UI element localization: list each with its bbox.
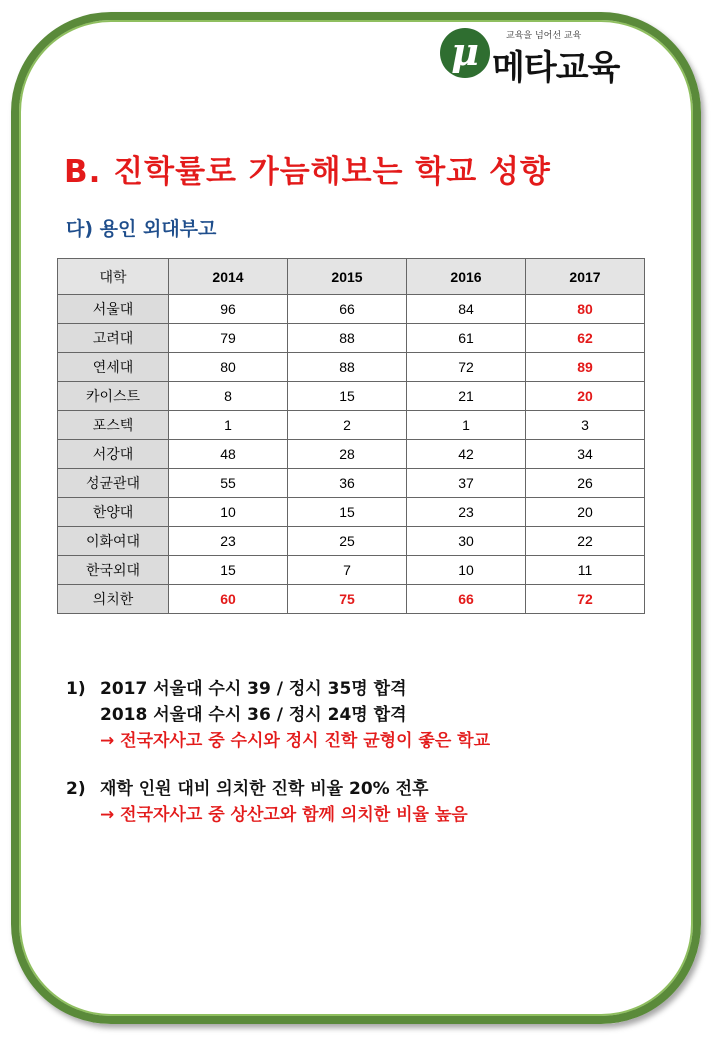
count-cell: 25	[288, 527, 407, 556]
logo-mark-icon: μ	[440, 28, 490, 78]
university-name-cell: 한양대	[58, 498, 169, 527]
table-row	[58, 295, 645, 324]
count-cell: 88	[288, 353, 407, 382]
university-name-cell: 이화여대	[58, 527, 169, 556]
page-title: B. 진학률로 가늠해보는 학교 성향	[64, 154, 551, 190]
university-name-cell: 한국외대	[58, 556, 169, 585]
university-name-cell: 연세대	[58, 353, 169, 382]
note-conclusion: → 전국자사고 중 수시와 정시 진학 균형이 좋은 학교	[100, 731, 491, 751]
count-cell: 96	[169, 295, 288, 324]
count-cell: 89	[526, 353, 645, 382]
university-name-cell: 의치한	[58, 585, 169, 614]
university-name-cell: 포스텍	[58, 411, 169, 440]
count-cell: 66	[407, 585, 526, 614]
count-cell: 48	[169, 440, 288, 469]
table-row	[58, 585, 645, 614]
column-header: 2014	[169, 259, 288, 295]
count-cell: 36	[288, 469, 407, 498]
count-cell: 10	[407, 556, 526, 585]
count-cell: 75	[288, 585, 407, 614]
section-subtitle: 다) 용인 외대부고	[66, 218, 217, 240]
table-row	[58, 556, 645, 585]
table-row	[58, 527, 645, 556]
count-cell: 37	[407, 469, 526, 498]
count-cell: 34	[526, 440, 645, 469]
table-row	[58, 324, 645, 353]
table-row	[58, 469, 645, 498]
column-header: 2015	[288, 259, 407, 295]
table-row	[58, 382, 645, 411]
count-cell: 1	[169, 411, 288, 440]
table-header-row	[58, 259, 645, 295]
note-conclusion: → 전국자사고 중 상산고와 함께 의치한 비율 높음	[100, 805, 468, 825]
admissions-table	[57, 258, 645, 614]
count-cell: 23	[407, 498, 526, 527]
count-cell: 7	[288, 556, 407, 585]
university-name-cell: 서울대	[58, 295, 169, 324]
university-name-cell: 고려대	[58, 324, 169, 353]
table-body	[58, 295, 645, 614]
logo-tagline: 교육을 넘어선 교육	[506, 31, 582, 41]
count-cell: 88	[288, 324, 407, 353]
count-cell: 66	[288, 295, 407, 324]
note-number: 2)	[66, 779, 86, 799]
count-cell: 72	[407, 353, 526, 382]
count-cell: 30	[407, 527, 526, 556]
note-number: 1)	[66, 679, 86, 699]
note-line: 2017 서울대 수시 39 / 정시 35명 합격	[100, 679, 407, 699]
count-cell: 28	[288, 440, 407, 469]
count-cell: 80	[169, 353, 288, 382]
count-cell: 84	[407, 295, 526, 324]
column-header: 2016	[407, 259, 526, 295]
count-cell: 2	[288, 411, 407, 440]
count-cell: 15	[288, 498, 407, 527]
count-cell: 61	[407, 324, 526, 353]
count-cell: 23	[169, 527, 288, 556]
count-cell: 80	[526, 295, 645, 324]
table-row	[58, 440, 645, 469]
column-header: 2017	[526, 259, 645, 295]
count-cell: 20	[526, 498, 645, 527]
count-cell: 79	[169, 324, 288, 353]
university-name-cell: 서강대	[58, 440, 169, 469]
count-cell: 55	[169, 469, 288, 498]
count-cell: 21	[407, 382, 526, 411]
count-cell: 11	[526, 556, 645, 585]
count-cell: 22	[526, 527, 645, 556]
count-cell: 1	[407, 411, 526, 440]
table-row	[58, 353, 645, 382]
logo-name: 메타교육	[492, 48, 620, 88]
note-item	[66, 676, 656, 754]
count-cell: 26	[526, 469, 645, 498]
count-cell: 62	[526, 324, 645, 353]
note-line: 재학 인원 대비 의치한 진학 비율 20% 전후	[100, 779, 429, 799]
count-cell: 72	[526, 585, 645, 614]
university-name-cell: 성균관대	[58, 469, 169, 498]
count-cell: 20	[526, 382, 645, 411]
note-item	[66, 776, 656, 828]
count-cell: 10	[169, 498, 288, 527]
count-cell: 15	[169, 556, 288, 585]
count-cell: 3	[526, 411, 645, 440]
count-cell: 8	[169, 382, 288, 411]
count-cell: 15	[288, 382, 407, 411]
column-header: 대학	[58, 259, 169, 295]
count-cell: 42	[407, 440, 526, 469]
count-cell: 60	[169, 585, 288, 614]
university-name-cell: 카이스트	[58, 382, 169, 411]
notes-section	[66, 676, 656, 850]
note-line: 2018 서울대 수시 36 / 정시 24명 합격	[100, 705, 407, 725]
table-row	[58, 498, 645, 527]
table-row	[58, 411, 645, 440]
brand-logo	[440, 22, 640, 88]
